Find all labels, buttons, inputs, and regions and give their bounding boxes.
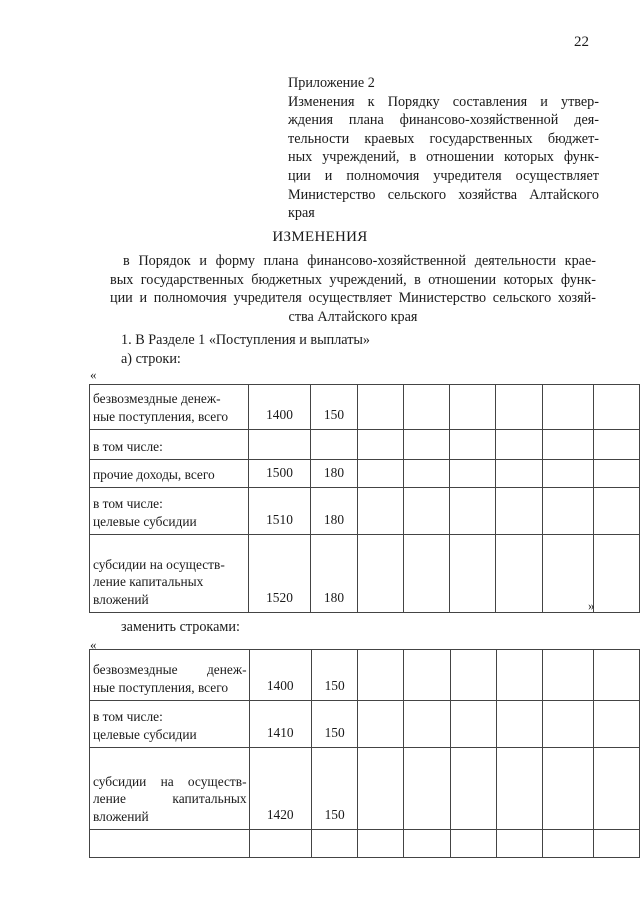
appendix-line: тельности краевых государственных бюджет- <box>288 130 599 147</box>
table-row <box>90 385 640 430</box>
empty-value-cell <box>450 830 496 858</box>
empty-value-cell <box>403 535 449 613</box>
row-name-cell <box>90 650 250 701</box>
appendix-line: края <box>288 205 315 222</box>
row-name-line: вложений <box>93 591 149 607</box>
empty-value-cell <box>496 385 542 430</box>
empty-value-cell <box>542 460 593 488</box>
empty-value-cell <box>496 430 542 460</box>
empty-value-cell <box>358 701 404 748</box>
kosgu-code-cell: 180 <box>311 460 358 488</box>
empty-value-cell <box>542 535 593 613</box>
empty-value-cell <box>358 830 404 858</box>
kosgu-code-cell: 150 <box>311 701 358 748</box>
empty-value-cell <box>496 830 542 858</box>
row-name-cell <box>90 748 250 830</box>
empty-value-cell <box>403 460 449 488</box>
appendix-line: Министерство сельского хозяйства Алтайского <box>288 186 599 203</box>
empty-value-cell <box>403 385 449 430</box>
empty-value-cell <box>358 748 404 830</box>
page-number: 22 <box>574 34 589 50</box>
row-name-cell <box>90 535 249 613</box>
kosgu-code-cell: 150 <box>311 385 358 430</box>
line-code-cell <box>249 830 311 858</box>
line-code-cell: 1500 <box>248 460 310 488</box>
row-name-line: субсидии на осуществ- <box>93 556 225 572</box>
appendix-line: ных учреждений, в отношении которых функ- <box>288 149 599 166</box>
empty-value-cell <box>496 701 542 748</box>
line-code-cell: 1400 <box>249 650 311 701</box>
empty-value-cell <box>593 385 639 430</box>
empty-value-cell <box>593 460 639 488</box>
row-name-line: вложений <box>93 808 149 824</box>
close-quote: » <box>588 598 595 613</box>
empty-value-cell <box>593 650 639 701</box>
line-code-cell: 1400 <box>248 385 310 430</box>
kosgu-code-cell: 150 <box>311 748 358 830</box>
empty-value-cell <box>593 748 639 830</box>
row-name-cell <box>90 701 250 748</box>
empty-value-cell <box>496 650 542 701</box>
row-name-line: целевые субсидии <box>93 726 197 742</box>
empty-value-cell <box>450 430 496 460</box>
row-name-line: безвозмездные денеж- <box>93 662 247 677</box>
intro-line: ства Алтайского края <box>288 308 418 325</box>
empty-value-cell <box>357 488 403 535</box>
sub-item-label: а) строки: <box>121 351 181 367</box>
row-name-line: ные поступления, всего <box>93 408 229 424</box>
table-row <box>90 460 640 488</box>
row-name-line: ление капитальных <box>93 791 247 806</box>
line-code-cell: 1520 <box>248 535 310 613</box>
table-row <box>90 830 640 858</box>
intro-line: ции и полномочия учредителя осуществляет Министерство сельского хозяй- <box>110 290 596 306</box>
table-row <box>90 748 640 830</box>
line-code-cell: 1410 <box>249 701 311 748</box>
empty-value-cell <box>450 748 496 830</box>
empty-value-cell <box>404 701 450 748</box>
empty-value-cell <box>542 748 593 830</box>
empty-value-cell <box>357 535 403 613</box>
intro-paragraph <box>110 252 596 326</box>
empty-value-cell <box>357 430 403 460</box>
kosgu-code-cell: 180 <box>311 488 358 535</box>
row-name-line: в том числе: <box>93 709 163 724</box>
empty-value-cell <box>450 650 496 701</box>
empty-value-cell <box>404 830 450 858</box>
empty-value-cell <box>450 701 496 748</box>
empty-value-cell <box>450 488 496 535</box>
empty-value-cell <box>542 430 593 460</box>
empty-value-cell <box>542 701 593 748</box>
empty-value-cell <box>593 830 639 858</box>
replace-label: заменить строками: <box>121 619 240 635</box>
empty-value-cell <box>593 701 639 748</box>
empty-value-cell <box>542 385 593 430</box>
kosgu-code-cell: 180 <box>311 535 358 613</box>
open-quote: « <box>90 637 97 652</box>
appendix-line: ции и полномочия учредителя осуществляет <box>288 167 599 184</box>
appendix-line: Изменения к Порядку составления и утвер- <box>288 93 599 110</box>
empty-value-cell <box>357 385 403 430</box>
appendix-block <box>288 74 599 223</box>
kosgu-code-cell: 150 <box>311 650 358 701</box>
empty-value-cell <box>542 650 593 701</box>
empty-value-cell <box>404 748 450 830</box>
empty-value-cell <box>450 460 496 488</box>
empty-value-cell <box>542 488 593 535</box>
appendix-line: ждения плана финансово-хозяйственной дея- <box>288 112 599 129</box>
row-name-line: в том числе: <box>93 438 163 454</box>
row-name-line: целевые субсидии <box>93 513 197 529</box>
empty-value-cell <box>450 385 496 430</box>
document-heading: ИЗМЕНЕНИЯ <box>272 229 368 245</box>
row-name-cell <box>90 488 249 535</box>
section-title: 1. В Разделе 1 «Поступления и выплаты» <box>121 332 371 348</box>
intro-line: вых государственных бюджетных учреждений, в отношении которых функ- <box>110 271 596 288</box>
row-name-line: в том числе: <box>93 496 163 511</box>
line-code-cell: 1420 <box>249 748 311 830</box>
table-row <box>90 701 640 748</box>
row-name-cell <box>90 385 249 430</box>
table-old-rows <box>89 384 640 613</box>
intro-line: в Порядок и форму плана финансово-хозяйственной деятельности крае- <box>123 253 596 269</box>
empty-value-cell <box>450 535 496 613</box>
empty-value-cell <box>357 460 403 488</box>
row-name-line: ные поступления, всего <box>93 679 229 695</box>
empty-value-cell <box>403 488 449 535</box>
table-row <box>90 488 640 535</box>
table-row <box>90 650 640 701</box>
empty-value-cell <box>358 650 404 701</box>
row-name-line: ление капитальных <box>93 574 204 589</box>
empty-value-cell <box>542 830 593 858</box>
empty-value-cell <box>593 488 639 535</box>
kosgu-code-cell <box>311 430 358 460</box>
row-name-cell <box>90 830 250 858</box>
empty-value-cell <box>593 535 639 613</box>
row-name-cell <box>90 430 249 460</box>
row-name-line: безвозмездные денеж- <box>93 391 221 406</box>
open-quote: « <box>90 367 97 382</box>
empty-value-cell <box>496 488 542 535</box>
row-name-cell <box>90 460 249 488</box>
empty-value-cell <box>496 535 542 613</box>
line-code-cell: 1510 <box>248 488 310 535</box>
table-new-rows <box>89 649 640 858</box>
empty-value-cell <box>496 748 542 830</box>
empty-value-cell <box>404 650 450 701</box>
row-name-line: прочие доходы, всего <box>93 466 215 482</box>
empty-value-cell <box>403 430 449 460</box>
line-code-cell <box>248 430 310 460</box>
appendix-title: Приложение 2 <box>288 75 375 91</box>
table-row <box>90 535 640 613</box>
kosgu-code-cell <box>311 830 358 858</box>
table-row <box>90 430 640 460</box>
row-name-line: субсидии на осуществ- <box>93 773 247 789</box>
empty-value-cell <box>593 430 639 460</box>
empty-value-cell <box>496 460 542 488</box>
